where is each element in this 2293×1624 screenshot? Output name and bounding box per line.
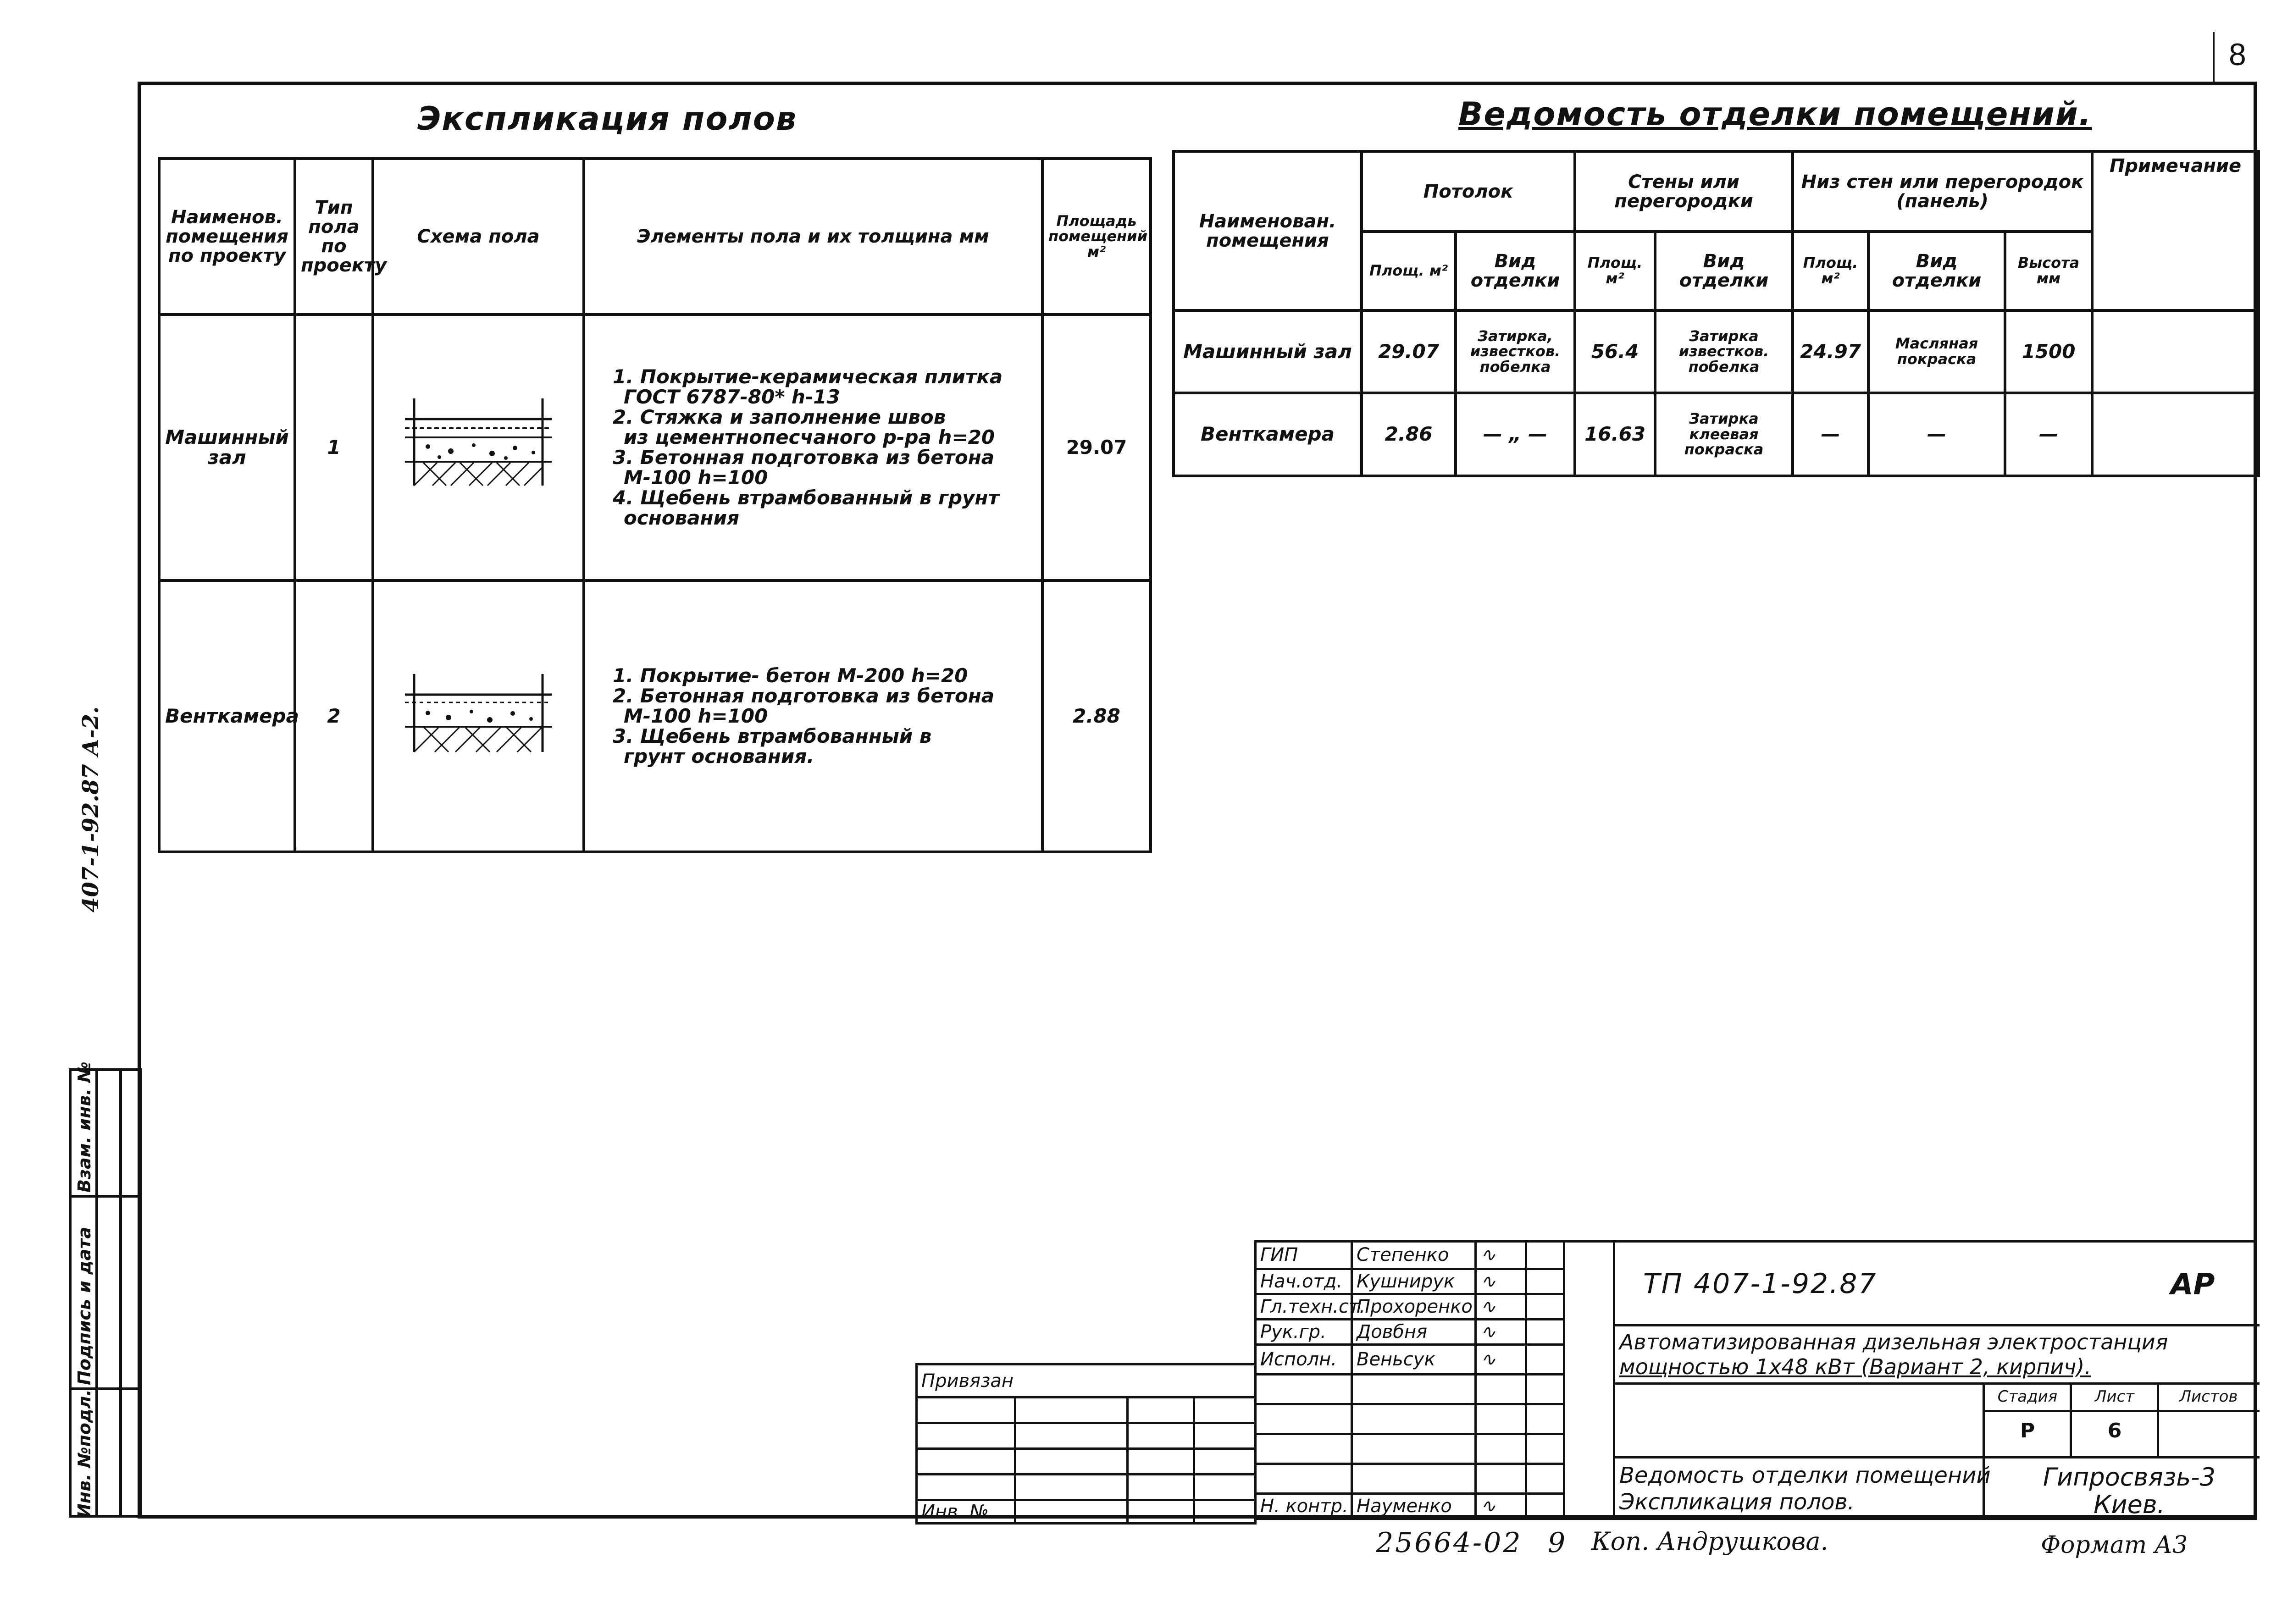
signature: ∿ [1476,1294,1526,1319]
table-row [1174,393,2259,476]
drawing-mark: АР [2171,1268,2215,1302]
floor-elements-1 [584,315,1042,580]
finish-note [2092,310,2259,393]
finish-header-note: Примечание [2092,151,2259,310]
floor-scheme-1 [373,315,584,580]
floor-header-elements: Элементы пола и их толщина мм [584,159,1042,315]
finish-lower-finish: — [1868,393,2005,476]
role-head-dept: Нач.отд. [1256,1269,1352,1294]
drawing-title-line-1: Ведомость отделки помещений [1619,1463,1991,1488]
name-head-dept: Кушнирук [1352,1269,1476,1294]
stage-label: Стадия [1997,1387,2058,1406]
floor-header-room: Наименов. помещения по проекту [159,159,295,315]
finish-header-ceiling-finish: Вид отделки [1456,232,1575,310]
finish-table-title: Ведомость отделки помещений. [1458,95,2092,133]
finish-wall-finish: Затирка клеевая покраска [1655,393,1793,476]
sheet-number: 8 [2229,37,2246,72]
floor-room-name: Машинный зал [159,315,295,580]
floor-element-line: 1. Покрытие- бетон М-200 h=20 [613,664,968,687]
name-executor: Веньсук [1352,1345,1476,1375]
sheet-format: Формат А3 [2041,1531,2188,1559]
drawing-title-line-2: Экспликация полов. [1619,1489,1855,1515]
finish-table [1172,150,2260,477]
floor-header-type: Тип пола по проекту [295,159,373,315]
sheet-label: Лист [2094,1387,2135,1406]
floor-element-line: 2. Бетонная подготовка из бетона [613,684,995,707]
side-stamp [69,1061,142,1518]
floor-element-line: ГОСТ 6787-80* h-13 [624,385,840,408]
finish-header-lower-walls: Низ стен или перегородок (панель) [1793,151,2092,232]
stage-value: Р [2020,1419,2035,1442]
floor-element-line: из цементнопесчаного р-ра h=20 [624,425,995,448]
floor-element-line: 2. Стяжка и заполнение швов [613,405,946,428]
finish-lower-height: 1500 [2005,310,2092,393]
signature: ∿ [1476,1242,1526,1269]
sheets-label: Листов [2179,1387,2238,1406]
project-description-line-1: Автоматизированная дизельная электростанция [1619,1330,2168,1354]
floor-element-line: М-100 h=100 [624,704,768,727]
side-stamp-inv-podl: Инв. №подл. [74,1389,94,1518]
side-document-code: 407-1-92.87 А-2. [78,706,104,912]
floor-room-name: Венткамера [159,580,295,852]
role-executor: Исполн. [1256,1345,1352,1375]
organization-city: Киев. [2094,1490,2165,1519]
title-block-main [1563,1240,2257,1520]
floor-element-line: 1. Покрытие-керамическая плитка [613,365,1003,388]
finish-wall-area: 16.63 [1575,393,1655,476]
finish-header-walls: Стены или перегородки [1575,151,1793,232]
finish-lower-height: — [2005,393,2092,476]
floor-type: 1 [295,315,373,580]
role-chief-tech: Гл.техн.ст. [1256,1294,1352,1319]
floor-table-title: Экспликация полов [417,100,798,138]
floor-scheme-2 [373,580,584,852]
inventory-number-label: Инв. № [917,1500,1015,1524]
archive-number: 25664-02 [1376,1527,1523,1559]
signature-block [1254,1240,1565,1520]
finish-header-lower-finish: Вид отделки [1868,232,2005,310]
finish-header-lower-height: Высота мм [2005,232,2092,310]
project-code: ТП 407-1-92.87 [1643,1268,1878,1300]
finish-header-wall-area: Площ. м² [1575,232,1655,310]
finish-ceiling-area: 2.86 [1362,393,1456,476]
attachment-block [915,1363,1257,1525]
finish-note [2092,393,2259,476]
name-group-lead: Довбня [1352,1319,1476,1344]
project-description-line-2: мощностью 1х48 кВт (Вариант 2, кирпич). [1619,1354,2091,1379]
side-stamp-replacement-inv: Взам. инв. № [74,1061,94,1193]
finish-header-ceiling-area: Площ. м² [1362,232,1456,310]
role-group-lead: Рук.гр. [1256,1319,1352,1344]
floor-elements-2 [584,580,1042,852]
signature: ∿ [1476,1319,1526,1344]
floor-area: 2.88 [1042,580,1151,852]
floor-header-scheme: Схема пола [373,159,584,315]
role-gip: ГИП [1256,1242,1352,1269]
floor-element-line: 3. Щебень втрамбованный в [613,725,932,748]
floor-element-line: М-100 h=100 [624,466,768,489]
copy-number: 9 [1548,1527,1566,1559]
sheet-value: 6 [2107,1419,2122,1442]
finish-room-name: Машинный зал [1174,310,1362,393]
finish-header-ceiling: Потолок [1362,151,1575,232]
floor-element-line: 4. Щебень втрамбованный в грунт [613,486,999,509]
finish-lower-area: — [1793,393,1868,476]
floor-type: 2 [295,580,373,852]
signature: ∿ [1476,1493,1526,1519]
floor-area: 29.07 [1042,315,1151,580]
floor-section-diagram [396,669,561,761]
table-row [1174,310,2259,393]
finish-wall-area: 56.4 [1575,310,1655,393]
finish-header-lower-area: Площ. м² [1793,232,1868,310]
finish-header-room: Наименован. помещения [1174,151,1362,310]
floor-element-line: 3. Бетонная подготовка из бетона [613,446,995,469]
role-norm-control: Н. контр. [1256,1493,1352,1519]
finish-ceiling-finish: — „ — [1456,393,1575,476]
table-row [159,580,1151,852]
side-stamp-signature-date: Подпись и дата [74,1226,94,1385]
finish-header-wall-finish: Вид отделки [1655,232,1793,310]
finish-room-name: Венткамера [1174,393,1362,476]
finish-lower-finish: Масляная покраска [1868,310,2005,393]
floor-header-area: Площадь помещений м² [1042,159,1151,315]
organization-name: Гипросвязь-3 [2043,1463,2216,1491]
finish-ceiling-finish: Затирка, известков. побелка [1456,310,1575,393]
floor-section-diagram [396,394,561,499]
attached-label: Привязан [917,1364,1256,1398]
finish-ceiling-area: 29.07 [1362,310,1456,393]
finish-wall-finish: Затирка известков. побелка [1655,310,1793,393]
name-chief-tech: Прохоренко [1352,1294,1476,1319]
name-norm-control: Науменко [1352,1493,1476,1519]
table-row [159,315,1151,580]
copied-by: Коп. Андрушкова. [1591,1527,1828,1556]
finish-lower-area: 24.97 [1793,310,1868,393]
floor-table [158,157,1152,853]
sheet-number-divider [2213,32,2215,83]
name-gip: Степенко [1352,1242,1476,1269]
floor-element-line: основания [624,507,739,530]
signature: ∿ [1476,1269,1526,1294]
signature: ∿ [1476,1345,1526,1375]
floor-element-line: грунт основания. [624,745,814,768]
